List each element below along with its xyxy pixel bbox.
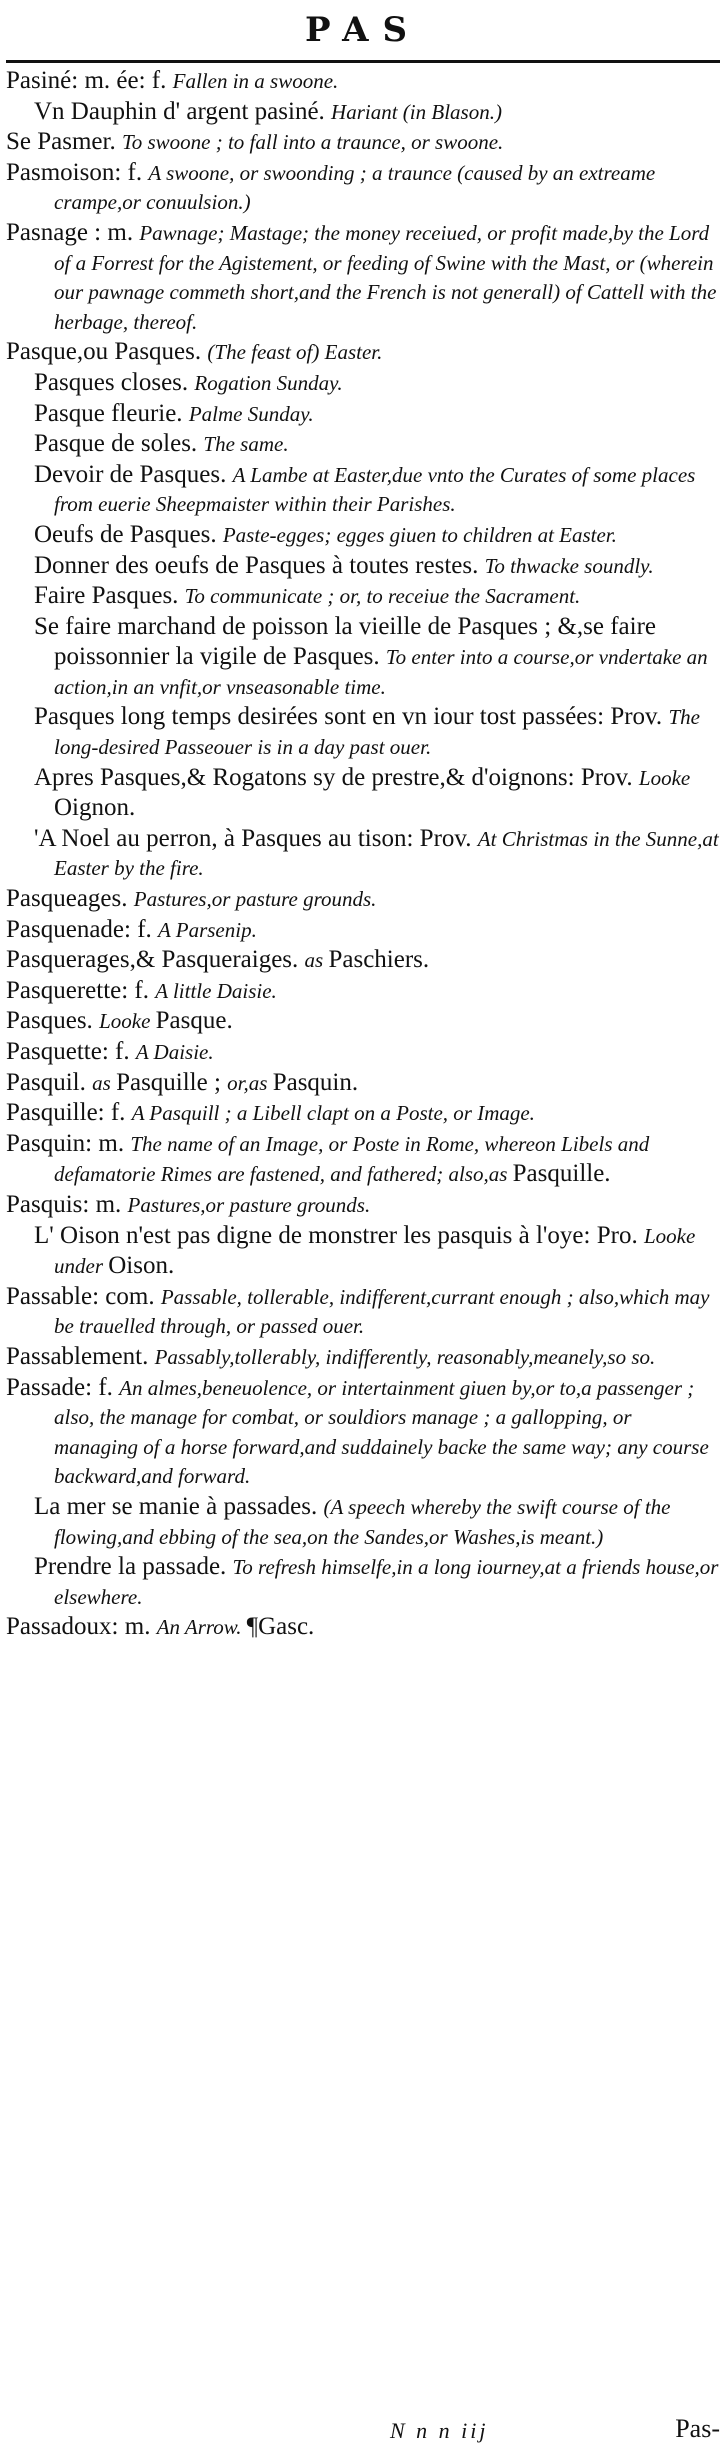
english-gloss: An almes,beneuolence, or intertainment giuen by,or to,a passenger ; also, the manage for combat, or souldiors manage ; a gallopping, or managing of a horse forward,and suddainely backe the same way; any course backward,and forward. [54, 1375, 709, 1489]
headword-entry [6, 915, 720, 946]
french-text: Pasqueages. [6, 885, 134, 913]
french-text: Pasquenade: f. [6, 915, 159, 943]
french-text: Pasnage : m. [6, 218, 140, 246]
english-gloss: Pastures,or pasture grounds. [127, 1192, 371, 1217]
subentry [6, 97, 720, 128]
french-text: Oeufs de Pasques. [34, 520, 223, 548]
french-text: Donner des oeufs de Pasques à toutes restes. [34, 551, 485, 579]
headword-entry [6, 218, 720, 337]
english-gloss: To communicate ; or, to receiue the Sacrament. [184, 584, 581, 609]
subentry [6, 520, 720, 551]
french-text: L' Oison n'est pas digne de monstrer les pasquis à l'oye: Pro. [34, 1221, 644, 1249]
headword-entry [6, 945, 720, 976]
english-gloss: A Lambe at Easter,due vnto the Curates of some places from euerie Sheepmaister within their Parishes. [54, 462, 696, 517]
headword-entry [6, 1373, 720, 1492]
header-rule [6, 60, 720, 63]
french-text: Pasquis: m. [6, 1190, 128, 1218]
english-gloss: as [92, 1070, 117, 1095]
subentry [6, 1492, 720, 1552]
french-text: Pasquil. [6, 1068, 93, 1096]
english-gloss: Paste-egges; egges giuen to children at Easter. [222, 522, 617, 547]
french-text: Pasque de soles. [34, 430, 204, 458]
headword-entry [6, 976, 720, 1007]
headword-entry [6, 884, 720, 915]
english-gloss: Fallen in a swoone. [172, 69, 339, 93]
subentry [6, 581, 720, 612]
headword-entry [6, 1129, 720, 1190]
subentry [6, 824, 720, 884]
headword-entry [6, 1098, 720, 1129]
english-gloss: A Pasquill ; a Libell clapt on a Poste, or Image. [131, 1101, 535, 1126]
french-text: Faire Pasques. [34, 582, 185, 610]
subentry [6, 368, 720, 399]
french-text: Pasques closes. [34, 368, 195, 396]
subentry [6, 1552, 720, 1612]
french-text: Pasquin: m. [6, 1129, 131, 1157]
english-gloss: (The feast of) Easter. [207, 340, 383, 365]
entry-list [6, 66, 720, 2406]
subentry [6, 551, 720, 582]
subentry [6, 429, 720, 460]
english-gloss: Passable, tollerable, indifferent,currant enough ; also,which may be trauelled through, or passed ouer. [54, 1284, 710, 1339]
headword-entry [6, 66, 720, 97]
subentry [6, 460, 720, 520]
french-text: Pasques long temps desirées sont en vn iour tost passées: Prov. [34, 703, 669, 731]
english-gloss: Looke [99, 1009, 156, 1034]
french-text: Passade: f. [6, 1373, 120, 1401]
headword-entry [6, 1068, 720, 1099]
english-gloss: At Christmas in the Sunne,at Easter by the fire. [54, 826, 719, 881]
english-gloss: A little Daisie. [155, 978, 277, 1003]
french-text: Pasquille: f. [6, 1099, 132, 1127]
french-text: Passablement. [6, 1342, 155, 1370]
french-text: Pasmoison: f. [6, 158, 149, 186]
french-text: Passadoux: m. [6, 1613, 157, 1641]
english-gloss: (A speech whereby the swift course of the flowing,and ebbing of the sea,on the Sandes,or Washes,is meant.) [54, 1494, 671, 1549]
french-text: Oison. [108, 1252, 175, 1280]
french-text: Devoir de Pasques. [34, 460, 233, 488]
english-gloss: The same. [203, 432, 289, 457]
english-gloss: Passably,tollerably, indifferently, reasonably,meanely,so so. [154, 1344, 656, 1369]
english-gloss: The long-desired Passeouer is in a day past ouer. [54, 705, 700, 760]
english-gloss: Looke under [54, 1223, 696, 1279]
subentry [6, 702, 720, 762]
headword-entry [6, 1342, 720, 1373]
french-text: Oignon. [54, 794, 136, 822]
english-gloss: Pawnage; Mastage; the money receiued, or profit made,by the Lord of a Forrest for the Agistement, or feeding of Swine with the Mast, or (wherein our pawnage commeth short,and the French is not generall) of Cattell with the herbage, thereof. [54, 220, 717, 334]
english-gloss: A swoone, or swoonding ; a traunce (caused by an extreame crampe,or conuulsion.) [54, 160, 656, 215]
headword-entry [6, 1190, 720, 1221]
english-gloss: Pastures,or pasture grounds. [133, 887, 377, 912]
french-text: Se Pasmer. [6, 128, 122, 156]
french-text: 'A Noel au perron, à Pasques au tison: Prov. [34, 824, 478, 852]
headword-entry [6, 127, 720, 158]
english-gloss: To refresh himselfe,in a long iourney,at a friends house,or elsewhere. [54, 1555, 719, 1609]
headword-entry [6, 158, 720, 218]
french-text: Pasque. [155, 1007, 233, 1035]
headword-entry [6, 1282, 720, 1342]
english-gloss: To enter into a course,or vndertake an action,in an vnfit,or vnseasonable time. [54, 645, 708, 699]
french-text: Pasquille. [512, 1160, 611, 1188]
french-text: Vn Dauphin d' argent pasiné. [34, 97, 332, 125]
french-text: Pasquette: f. [6, 1038, 136, 1065]
english-gloss: To thwacke soundly. [484, 553, 654, 578]
headword-entry [6, 1006, 720, 1037]
headword-entry [6, 337, 720, 368]
french-text: Pasquerette: f. [6, 976, 156, 1004]
french-text: ¶Gasc. [246, 1613, 315, 1641]
french-text: Pasquin. [272, 1068, 359, 1096]
subentry [6, 612, 720, 703]
english-gloss: A Daisie. [135, 1040, 214, 1064]
signature-mark: N n n iij [390, 2418, 489, 2443]
english-gloss: The name of an Image, or Poste in Rome, whereon Libels and defamatorie Rimes are fastened, and fathered; also,as [54, 1131, 650, 1187]
subentry [6, 763, 720, 824]
french-text: Se faire marchand de poisson la vieille de Pasques ; &,se faire poissonnier la vigile de Pasques. [34, 612, 657, 671]
english-gloss: To swoone ; to fall into a traunce, or swoone. [121, 130, 504, 155]
english-gloss: or,as [227, 1070, 273, 1095]
french-text: Prendre la passade. [34, 1553, 233, 1581]
french-text: Apres Pasques,& Rogatons sy de prestre,& d'oignons: Prov. [34, 763, 639, 791]
french-text: La mer se manie à passades. [34, 1492, 324, 1520]
english-gloss: Looke [638, 765, 691, 790]
running-head: PAS [304, 10, 422, 50]
french-text: Pasquerages,& Pasqueraiges. [6, 946, 305, 974]
subentry [6, 399, 720, 430]
french-text: Pasques. [6, 1007, 100, 1035]
french-text: Pasquille ; [116, 1068, 228, 1096]
english-gloss: A Parsenip. [158, 917, 257, 942]
english-gloss: An Arrow. [156, 1615, 247, 1640]
headword-entry [6, 1612, 720, 1643]
page-footer [0, 2410, 720, 2454]
english-gloss: Hariant (in Blason.) [331, 99, 502, 124]
french-text: Paschiers. [328, 946, 430, 974]
headword-entry [6, 1037, 720, 1068]
catchword: Pas- [675, 2414, 720, 2443]
french-text: Pasiné: m. ée: f. [6, 67, 173, 94]
subentry [6, 1221, 720, 1282]
french-text: Pasque,ou Pasques. [6, 338, 208, 366]
english-gloss: as [304, 948, 329, 973]
french-text: Passable: com. [6, 1282, 161, 1310]
english-gloss: Palme Sunday. [188, 401, 314, 426]
english-gloss: Rogation Sunday. [194, 370, 343, 395]
french-text: Pasque fleurie. [34, 399, 189, 427]
